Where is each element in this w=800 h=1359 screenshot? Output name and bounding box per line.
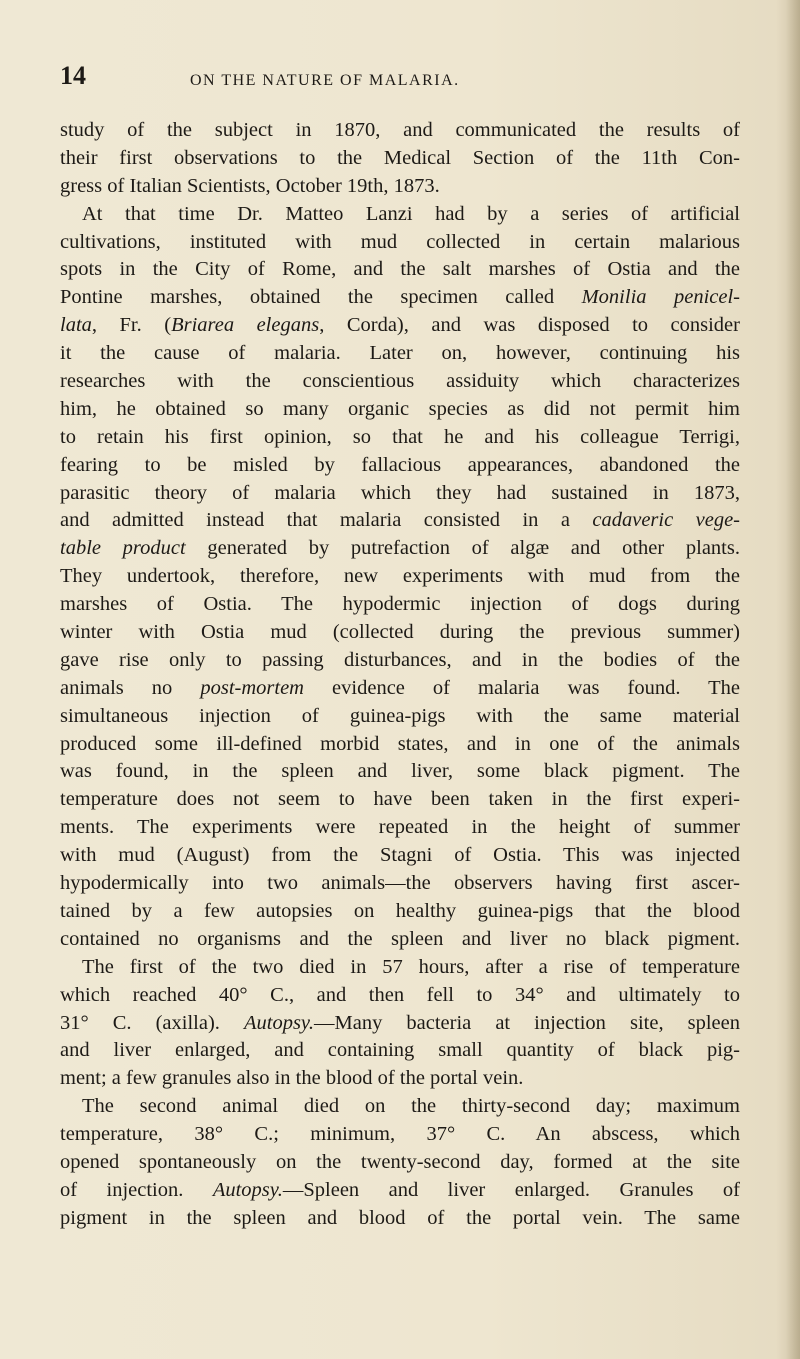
text-line: and admitted instead that malaria consisted in a cadaveric vege- — [60, 509, 740, 532]
text-line: their first observations to the Medical Section of the 11th Con- — [60, 146, 740, 169]
running-head: ON THE NATURE OF MALARIA. — [190, 72, 460, 89]
text-line: They undertook, therefore, new experiments with mud from the — [60, 565, 740, 588]
text-line: temperature, 38° C.; minimum, 37° C. An abscess, which — [60, 1123, 740, 1146]
body-text — [60, 117, 740, 1233]
text-line: of injection. Autopsy.—Spleen and liver enlarged. Granules of — [60, 1178, 740, 1201]
text-line: with mud (August) from the Stagni of Ostia. This was injected — [60, 844, 740, 867]
page-number: 14 — [60, 61, 86, 90]
text-line: gave rise only to passing disturbances, and in the bodies of the — [60, 648, 740, 671]
text-line: fearing to be misled by fallacious appearances, abandoned the — [60, 453, 740, 476]
text-line: opened spontaneously on the twenty-second day, formed at the site — [60, 1150, 740, 1173]
text-line: ments. The experiments were repeated in the height of summer — [60, 816, 740, 839]
text-line: Pontine marshes, obtained the specimen called Monilia penicel- — [60, 286, 740, 309]
text-line: and liver enlarged, and containing small quantity of black pig- — [60, 1039, 740, 1062]
text-line: him, he obtained so many organic species as did not permit him — [60, 397, 740, 420]
text-line: lata, Fr. (Briarea elegans, Corda), and was disposed to consider — [60, 314, 740, 337]
text-line: temperature does not seem to have been taken in the first experi- — [60, 788, 740, 811]
text-line: animals no post-mortem evidence of malaria was found. The — [60, 676, 740, 699]
text-line: tained by a few autopsies on healthy guinea-pigs that the blood — [60, 899, 740, 922]
text-line: contained no organisms and the spleen and liver no black pigment. — [60, 927, 740, 950]
text-line: At that time Dr. Matteo Lanzi had by a series of artificial — [82, 202, 740, 225]
text-line: hypodermically into two animals—the observers having first ascer- — [60, 872, 740, 895]
text-line: The second animal died on the thirty-second day; maximum — [82, 1095, 740, 1118]
text-line: to retain his first opinion, so that he and his colleague Terrigi, — [60, 425, 740, 448]
text-line: spots in the City of Rome, and the salt marshes of Ostia and the — [60, 258, 740, 281]
text-line: was found, in the spleen and liver, some black pigment. The — [60, 760, 740, 783]
text-line: table product generated by putrefaction of algæ and other plants. — [60, 537, 740, 560]
text-line: pigment in the spleen and blood of the portal vein. The same — [60, 1206, 740, 1229]
text-line: 31° C. (axilla). Autopsy.—Many bacteria at injection site, spleen — [60, 1011, 740, 1034]
text-line: winter with Ostia mud (collected during the previous summer) — [60, 621, 740, 644]
text-line: produced some ill-defined morbid states, and in one of the animals — [60, 732, 740, 755]
text-line: marshes of Ostia. The hypodermic injection of dogs during — [60, 593, 740, 616]
text-line: ment; a few granules also in the blood of the portal vein. — [60, 1067, 524, 1090]
text-line: it the cause of malaria. Later on, however, continuing his — [60, 342, 740, 365]
text-line: cultivations, instituted with mud collected in certain malarious — [60, 230, 740, 253]
page-edge-shadow — [786, 0, 800, 1359]
text-line: parasitic theory of malaria which they had sustained in 1873, — [60, 481, 740, 504]
text-line: study of the subject in 1870, and communicated the results of — [60, 119, 740, 141]
text-line: which reached 40° C., and then fell to 34° and ultimately to — [60, 983, 740, 1006]
text-line: simultaneous injection of guinea-pigs with the same material — [60, 704, 740, 727]
text-line: researches with the conscientious assiduity which characterizes — [60, 370, 740, 393]
text-line: gress of Italian Scientists, October 19th, 1873. — [60, 174, 440, 197]
page-header — [60, 60, 740, 94]
text-line: The first of the two died in 57 hours, after a rise of temperature — [82, 955, 740, 978]
